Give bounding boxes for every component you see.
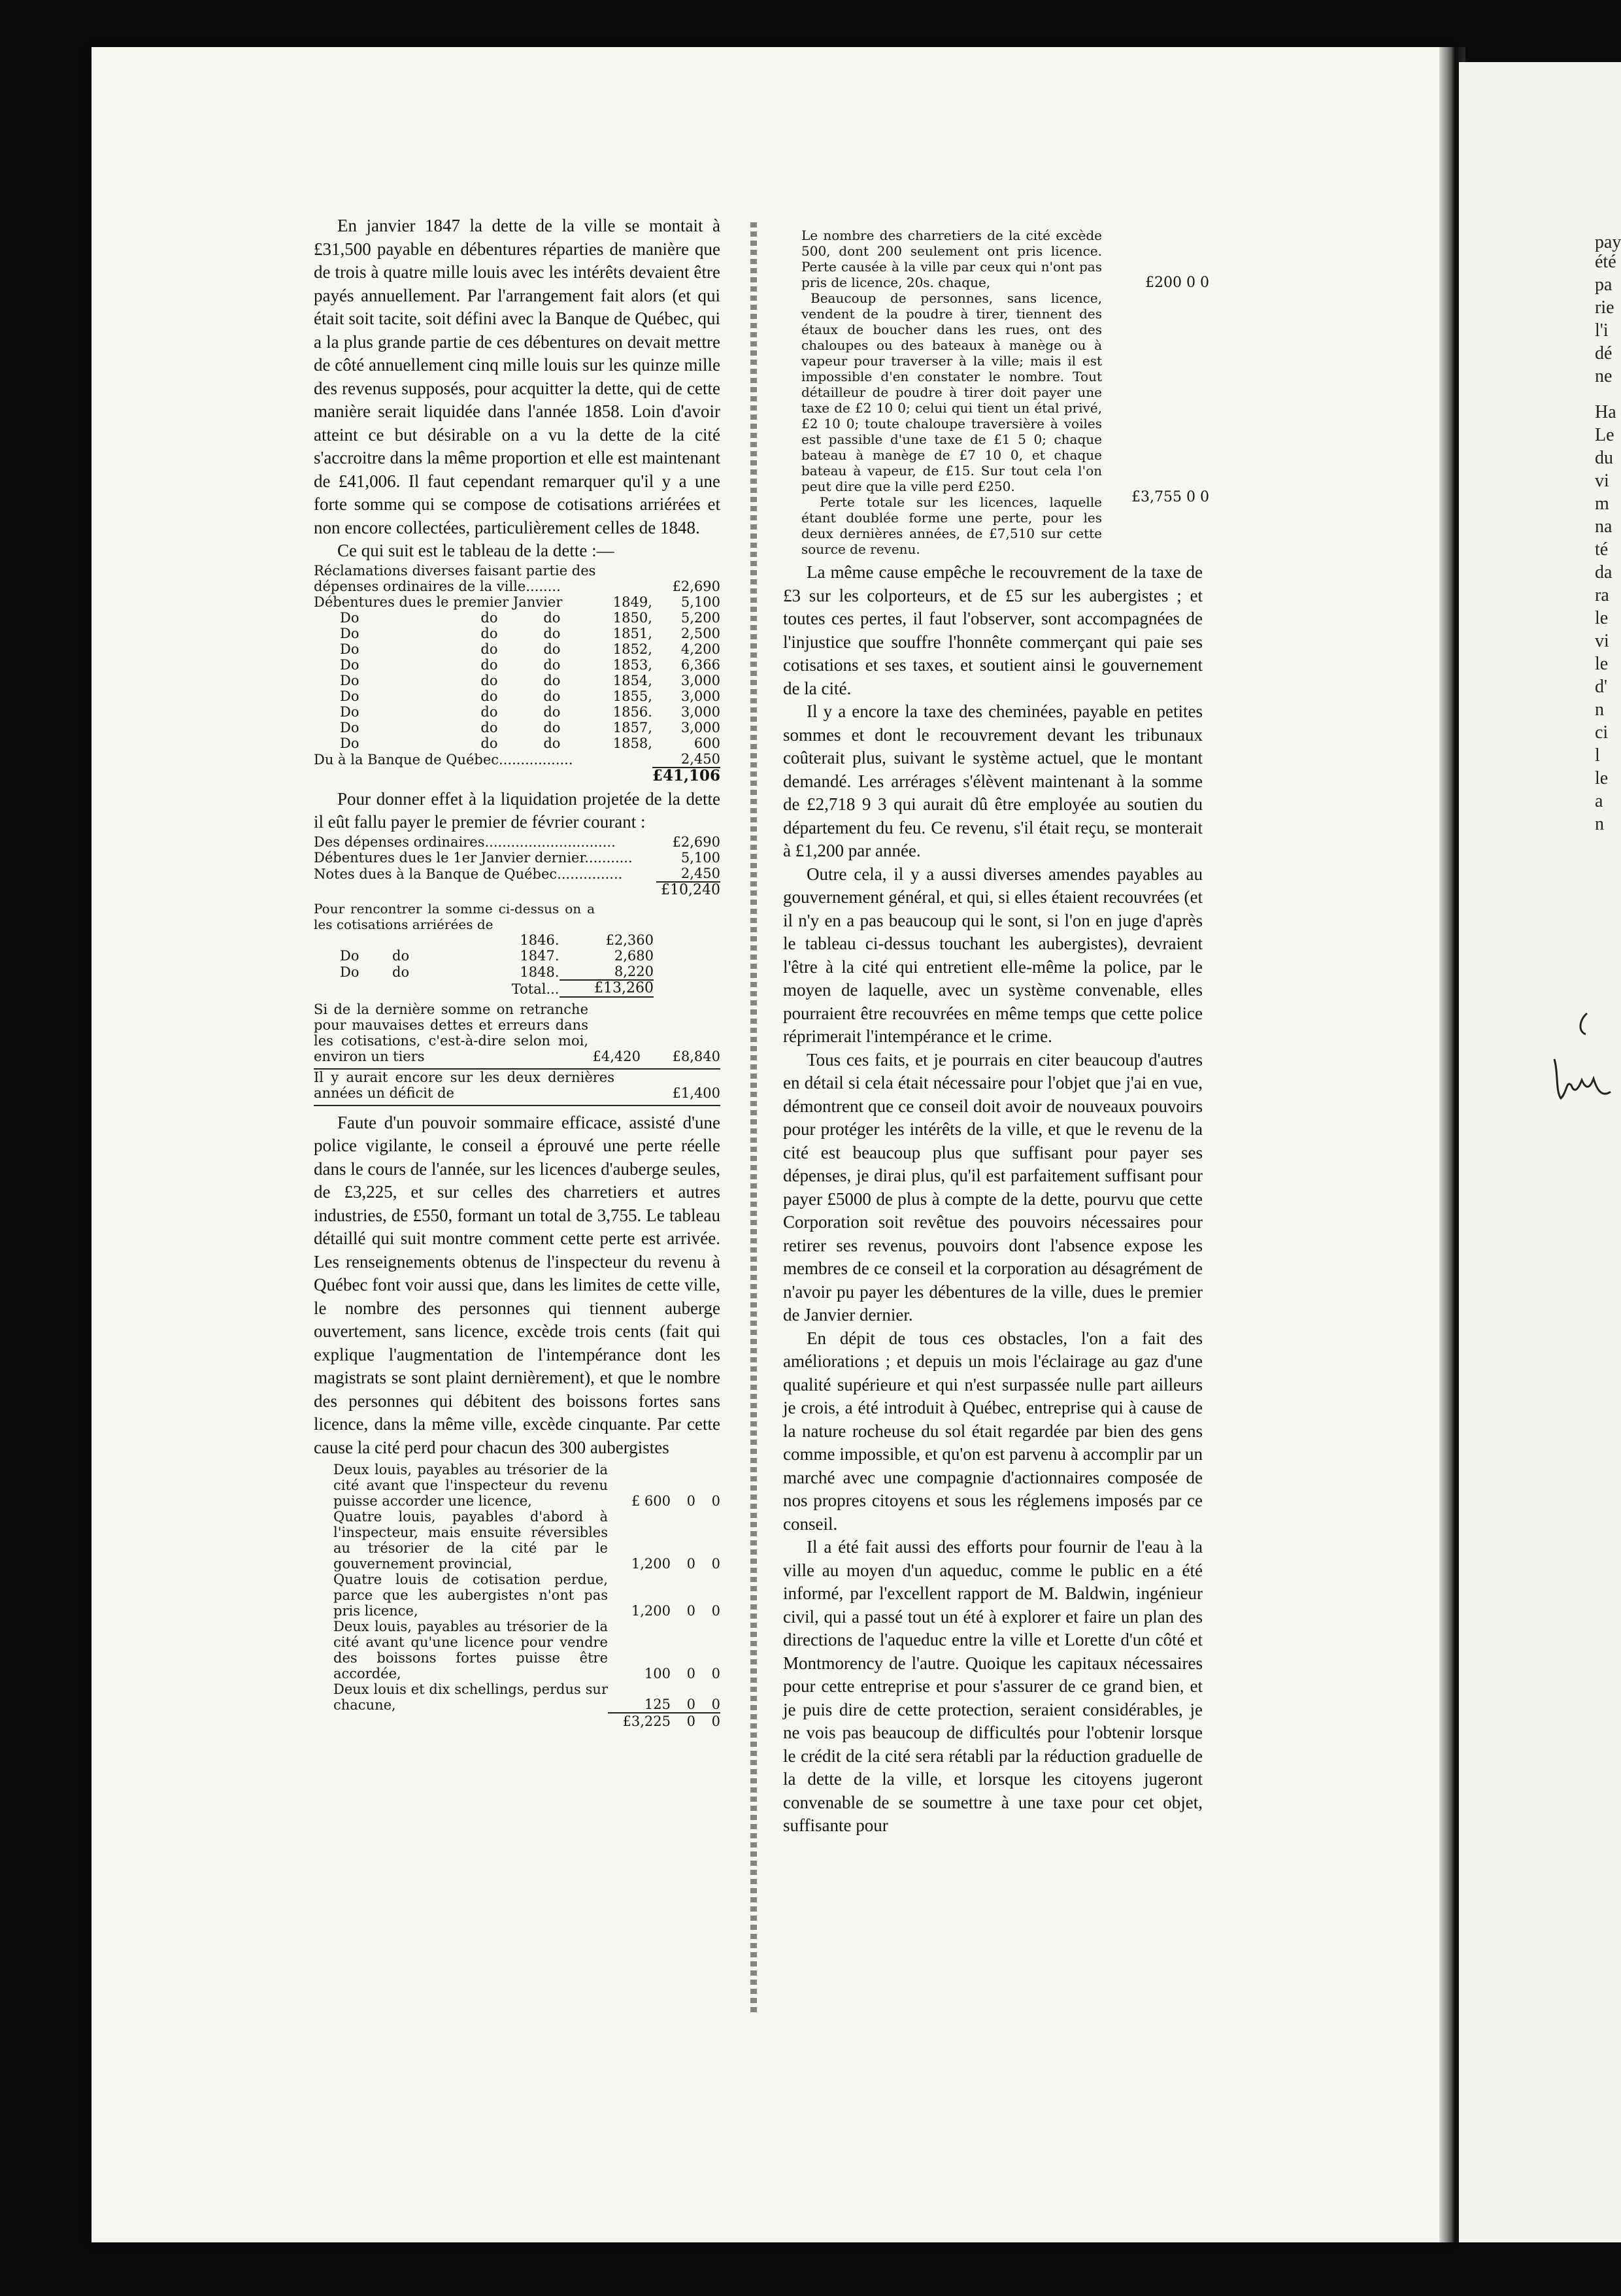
deficit-table: Il y aurait encore sur les deux dernières années un déficit de £1,400 — [314, 1069, 720, 1101]
paragraph: Outre cela, il y a aussi diverses amendes payables au gouvernement général, et qui, si elles étaient recouvrées (et il n'y en a pas beaucoup qui le sont, si l'on en juge d'après le tableau ci-dessus touchant les aubergistes), devraient l'être à la cité qui entretient elle-même la police, par le moyen de laquelle, avec un système convenable, elles pourraient être recouvrées en même temps que cette police réprimerait l'intempérance et le crime. — [783, 864, 1203, 1046]
bad-debts-table: Si de la dernière somme on retranche pour mauvaises dettes et erreurs dans les cotisations, c'est-à-dire selon moi, environ un tiers £4,420 £8,840 — [314, 1001, 720, 1064]
meet-text: Pour rencontrer la somme ci-dessus on a les cotisations arriérées de — [314, 900, 595, 932]
paragraph: Il y a encore la taxe des cheminées, payable en petites sommes et dont le recouvrement devant les tribunaux coûterait plus, suivant le système actuel, que le montant demandé. Les arrérages s'élèvent maintenant à la somme de £2,718 9 3 qui aurait dû être employée au soutien du département du feu. Ce revenu, s'il était reçu, se monterait à £1,200 par année. — [783, 701, 1203, 860]
debt-label: Débentures dues le premier Janvier — [314, 594, 563, 610]
scanned-page — [92, 47, 1451, 2242]
misc-licence-note: Beaucoup de personnes, sans licence, vendent de la poudre à tirer, tiennent des étaux de boucher dans les rues, ont des chaloupes ou des bateaux à manège ou à vapeur pour traverser à la ville; mais il est impossible d'en constater le nombre. Tout détailleur de poudre à tirer doit payer une taxe de £2 10 0; celui qui tient un étal privé, £2 10 0; toute chaloupe traversière à voiles est passible d'une taxe de £1 5 0; chaque bateau à manège de £7 10 0, et chaque bateau à vapeur, de £15. Sur tout cela l'on peut dire que la ville perd £250. — [801, 290, 1102, 494]
carters-amount: £200 0 0 — [1145, 275, 1209, 291]
paragraph: Pour donner effet à la liquidation projetée de la dette il eût fallu payer le premier de février courant : — [314, 788, 720, 832]
paragraph: Ce qui suit est le tableau de la dette :— — [337, 541, 614, 560]
next-page-edge — [1459, 62, 1621, 2242]
handwritten-mark — [1548, 994, 1621, 1111]
debt-table: Réclamations diverses faisant partie des dépenses ordinaires de la ville........ £2,690 Débentures dues le premier Janvier 1849, 5,100 Do do do 1850, 5,200 Do do do 1851, 2,500 Do do do 1852, 4,200 Do do do 1853, 6,366 Do do do 1854, 3,000 Do do do 1855, 3,000 Do do do 1856. 3,000 Do do do 1857, 3,000 Do do do 1858, 600 Du à la Banque de Québec................. 2,450 £41,106 — [314, 562, 720, 785]
arrears-total: £13,260 — [560, 980, 654, 997]
paragraph: La même cause empêche le recouvrement de la taxe de £3 sur les colporteurs, et de £5 sur les aubergistes ; et toutes ces pertes, il faut l'observer, sont accompagnées de l'injustice que souffre l'honnête commerçant qui paie ses cotisations et ses taxes, et soutient ainsi le gouvernement de la cité. — [783, 562, 1203, 698]
total-loss-note: Perte totale sur les licences, laquelle étant doublée forme une perte, pour les deux dernières années, de £7,510 sur cette source de revenu. £3,755 0 0 — [801, 489, 1209, 557]
column-rule — [750, 222, 757, 2014]
payment-table: Des dépenses ordinaires.............................. £2,690 Débentures dues le 1er Janvier dernier........... 5,100 Notes dues à la Banque de Québec............... 2,450 £10,240 — [314, 834, 720, 898]
debt-head: Réclamations diverses faisant partie des dépenses ordinaires de la ville........ — [314, 562, 596, 594]
paragraph: En janvier 1847 la dette de la ville se montait à £31,500 payable en débentures réparties de manière que de trois à quatre mille louis avec les intérêts devaient être payés annuellement. Par l'arrangement fait alors (et qui était soit tacite, soit défini avec la Banque de Québec, qui a la plus grande partie de ces débentures on devait mettre de côté annuellement cinq mille louis sur les quinze mille des revenus supposés, pour acquitter la dette, qui de cette manière serait liquidée dans l'année 1858. Loin d'avoir atteint ce but désirable on a vu la dette de la cité s'accroitre dans la même proportion et elle est maintenant de £41,006. Il faut cependant remarquer qu'il y a une forte somme qui se compose de cotisations arriérées et non encore collectées, particulièrement celles de 1848. — [314, 216, 720, 537]
carters-note: Le nombre des charretiers de la cité excède 500, dont 200 seulement ont pris licence. Perte causée à la ville par ceux qui n'ont pas pris de licence, 20s. chaque, £200 0 0 — [801, 228, 1209, 291]
debt-head-amount: £2,690 — [672, 578, 720, 594]
arrears-table: 1846. £2,360 Do do 1847. 2,680 Do do 1848. 8,220 Total... £13,260 — [340, 932, 654, 997]
debt-total: £41,106 — [652, 766, 720, 785]
licence-table: Deux louis, payables au trésorier de la cité avant que l'inspecteur du revenu puisse accorder une licence, £ 600 0 0 Quatre louis, payables d'abord à l'inspecteur, mais ensuite réversibles au trésorier de la cité par le gouvernement provincial, 1,200 0 0 Quatre louis de cotisation perdue, parce que les aubergistes n'ont pas pris licence, 1,200 0 0 Deux louis, payables au trésorier de la cité avant qu'une licence pour vendre des boissons fortes puisse être accordée, 100 0 0 Deux louis et dix schellings, perdus sur chacune, 125 0 0 £3,225 0 0 — [333, 1462, 720, 1729]
payment-total: £10,240 — [656, 882, 720, 898]
left-column — [314, 214, 720, 1729]
paragraph: Il a été fait aussi des efforts pour fournir de l'eau à la ville au moyen d'un aqueduc, comme le public en a été informé, par l'excellent rapport de M. Baldwin, ingénieur civil, qui a passé tout un été à explorer et faire un plan des directions de l'aqueduc entre la ville et Lorette d'un côté et Montmorency de l'autre. Quoique les capitaux nécessaires pour cette entreprise et pour s'assurer de ce grand bien, et je puis dire de cette protection, seraient considérables, je ne vois pas beaucoup de difficultés pour l'obtenir lorsque le crédit de la cité sera rétabli par la réduction graduelle de la dette de la ville, et lorsque les citoyens jugeront convenable de se soumettre à une taxe pour cet objet, suffisante pour — [783, 1537, 1203, 1835]
right-column — [783, 228, 1209, 1838]
paragraph: Faute d'un pouvoir sommaire efficace, assisté d'une police vigilante, le conseil a éprouvé une perte réelle dans le cours de l'année, sur les licences d'auberge seules, de £3,225, et sur celles des charretiers et autres industries, de £550, formant un total de 3,755. Le tableau détaillé qui suit montre comment cette perte est arrivée. Les renseignements obtenus de l'inspecteur du revenu à Québec font voir aussi que, dans les limites de cette ville, le nombre des personnes qui tiennent auberge ouvertement, sans licence, excède trois cents (fait qui explique l'augmentation de l'intempérance dont les magistrats se sont plaint dernièrement), et que le nombre des personnes qui débitent des boissons fortes sans licence, dans la même ville, excède cinquante. Par cette cause la cité perd pour chacun des 300 aubergistes — [314, 1112, 720, 1457]
paragraph: Tous ces faits, et je pourrais en citer beaucoup d'autres en détail si cela était nécessaire pour l'objet que j'ai en vue, démontrent que ce conseil doit avoir de nouveaux pouvoirs pour protéger les intérêts de la ville, et que le revenu de la cité est beaucoup plus que suffisant pour payer ses dépenses, je dirai plus, qu'il est parfaitement suffisant pour payer £5000 de plus à compte de la dette, pourvu que cette Corporation soit revêtue des pouvoirs nécessaires pour retirer ses revenus, pouvoirs dont l'absence expose les membres de ce conseil et la corporation au désagrément de n'avoir pu payer les débentures de la ville, dues le premier de Janvier dernier. — [783, 1049, 1203, 1325]
total-loss-amount: £3,755 0 0 — [1131, 489, 1209, 505]
debt-bank: Du à la Banque de Québec................. — [314, 751, 573, 768]
paragraph: En dépit de tous ces obstacles, l'on a fait des améliorations ; et depuis un mois l'éclairage au gaz d'une qualité supérieure et qui n'est surpassée nulle part ailleurs je crois, a été introduit à Québec, entreprise qui à cause de la nature rocheuse du sol était regardée par bien des gens comme impossible, et qu'on est parvenu à accomplir par un marché avec une compagnie d'actionnaires composée de nos propres citoyens et sous les réglemens imposés par ce conseil. — [783, 1328, 1203, 1534]
licence-total: £3,225 — [608, 1713, 671, 1729]
